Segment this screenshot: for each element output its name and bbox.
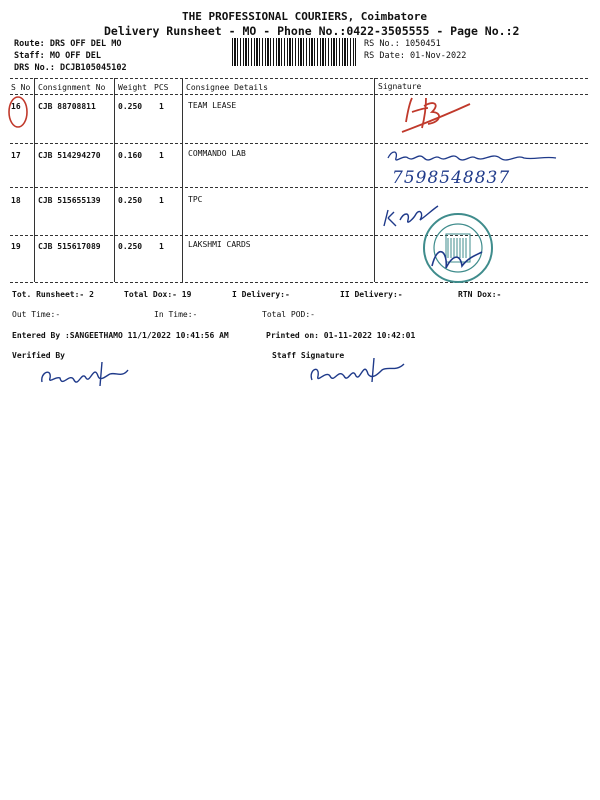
column-divider bbox=[114, 78, 115, 282]
header-divider-top bbox=[10, 78, 588, 79]
route-label: Route: DRS OFF DEL MO bbox=[14, 39, 122, 49]
col-header-consignment: Consignment No bbox=[38, 83, 106, 92]
row-sno: 19 bbox=[11, 242, 21, 251]
column-divider bbox=[182, 78, 183, 282]
row-pcs: 1 bbox=[159, 151, 164, 160]
row-pcs: 1 bbox=[159, 242, 164, 251]
rs-number: RS No.: 1050451 bbox=[364, 39, 441, 49]
drs-number: DRS No.: DCJB105045102 bbox=[14, 63, 127, 73]
table-bottom-divider bbox=[10, 282, 588, 283]
row-pcs: 1 bbox=[159, 102, 164, 111]
row-divider bbox=[10, 143, 588, 144]
row-consignee: LAKSHMI CARDS bbox=[188, 240, 251, 249]
row-pcs: 1 bbox=[159, 196, 164, 205]
printed-on: Printed on: 01-11-2022 10:42:01 bbox=[266, 331, 416, 340]
entered-by: Entered By :SANGEETHAMO 11/1/2022 10:41:56 AM bbox=[12, 331, 229, 340]
company-title: THE PROFESSIONAL COURIERS, Coimbatore bbox=[182, 10, 428, 23]
in-time: In Time:- bbox=[154, 310, 198, 319]
col-header-signature: Signature bbox=[378, 82, 422, 91]
runsheet-title: Delivery Runsheet - MO - Phone No.:0422-3505555 - Page No.:2 bbox=[104, 24, 520, 38]
company-stamp-icon bbox=[418, 212, 496, 284]
row-consignment: CJB 515617089 bbox=[38, 242, 101, 251]
staff-label: Staff: MO OFF DEL bbox=[14, 51, 101, 61]
row-weight: 0.250 bbox=[118, 242, 143, 251]
row-consignment: CJB 515655139 bbox=[38, 196, 101, 205]
total-pod: Total POD:- bbox=[262, 310, 315, 319]
rs-date: RS Date: 01-Nov-2022 bbox=[364, 51, 467, 61]
rtn-dox: RTN Dox:- bbox=[458, 290, 502, 299]
row-sno: 17 bbox=[11, 151, 21, 160]
row-consignment: CJB 514294270 bbox=[38, 151, 101, 160]
barcode-image bbox=[232, 38, 356, 66]
row-consignee: TEAM LEASE bbox=[188, 101, 237, 110]
row-sno: 18 bbox=[11, 196, 21, 205]
row-weight: 0.250 bbox=[118, 102, 143, 111]
row-weight: 0.160 bbox=[118, 151, 143, 160]
out-time: Out Time:- bbox=[12, 310, 61, 319]
row-consignment: CJB 88708811 bbox=[38, 102, 96, 111]
col-header-pcs: PCS bbox=[154, 83, 169, 92]
circle-mark-icon bbox=[6, 96, 36, 134]
col-header-consignee: Consignee Details bbox=[186, 83, 268, 92]
handwritten-phone: 7598548837 bbox=[392, 168, 511, 188]
verifier-signature-icon bbox=[36, 360, 136, 394]
staff-signature-label: Staff Signature bbox=[272, 351, 345, 360]
verified-by-label: Verified By bbox=[12, 351, 65, 360]
row-divider bbox=[10, 235, 588, 236]
total-dox: Total Dox:- 19 bbox=[124, 290, 192, 299]
row-consignee: TPC bbox=[188, 195, 203, 204]
header-divider-bottom bbox=[10, 94, 588, 95]
column-divider bbox=[374, 78, 375, 282]
i-delivery: I Delivery:- bbox=[232, 290, 290, 299]
row-weight: 0.250 bbox=[118, 196, 143, 205]
row-consignee: COMMANDO LAB bbox=[188, 149, 246, 158]
tot-runsheet: Tot. Runsheet:- 2 bbox=[12, 290, 94, 299]
staff-signature-icon bbox=[304, 356, 414, 390]
col-header-weight: Weight bbox=[118, 83, 147, 92]
red-signature-icon bbox=[398, 92, 478, 140]
ii-delivery: II Delivery:- bbox=[340, 290, 403, 299]
row-sno: 16 bbox=[11, 102, 21, 111]
col-header-sno: S No bbox=[11, 83, 31, 92]
